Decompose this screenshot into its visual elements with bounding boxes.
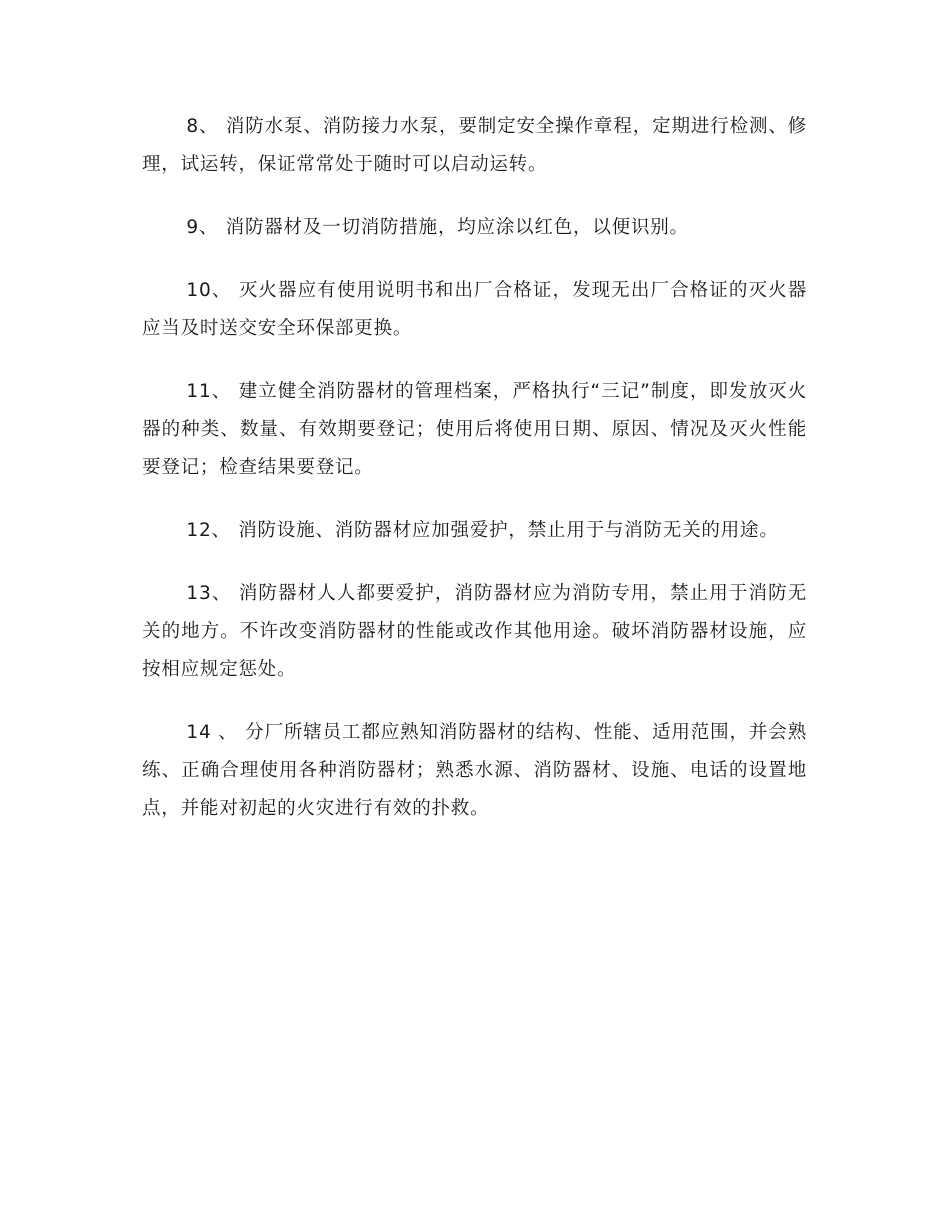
paragraph-number: 9、 [186, 217, 219, 238]
paragraph-text: 建立健全消防器材的管理档案，严格执行“三记”制度，即发放灭火器的种类、数量、有效期要登记；使用后将使用日期、原因、情况及灭火性能要登记；检查结果要登记。 [142, 381, 807, 478]
paragraph-number: 8、 [186, 116, 219, 137]
paragraph-item-10 [142, 272, 807, 348]
paragraph-item-11 [142, 373, 807, 487]
paragraph-text: 消防水泵、消防接力水泵，要制定安全操作章程，定期进行检测、修理，试运转，保证常常处于随时可以启动运转。 [142, 116, 807, 175]
paragraph-item-13 [142, 575, 807, 689]
paragraph-item-9 [142, 209, 807, 247]
paragraph-item-12 [142, 512, 807, 550]
paragraph-item-14 [142, 714, 807, 828]
paragraph-number: 12、 [186, 520, 231, 541]
paragraph-item-8 [142, 108, 807, 184]
paragraph-text: 灭火器应有使用说明书和出厂合格证，发现无出厂合格证的灭火器应当及时送交安全环保部更换。 [142, 280, 807, 339]
paragraph-number: 13、 [186, 583, 232, 604]
paragraph-number: 10、 [186, 280, 232, 301]
paragraph-text: 消防器材及一切消防措施，均应涂以红色，以便识别。 [225, 217, 689, 238]
paragraph-text: 消防设施、消防器材应加强爱护，禁止用于与消防无关的用途。 [238, 520, 779, 541]
paragraph-number: 11、 [186, 381, 232, 402]
document-body [142, 108, 807, 853]
paragraph-text: 分厂所辖员工都应熟知消防器材的结构、性能、适用范围，并会熟练、正确合理使用各种消防器材；熟悉水源、消防器材、设施、电话的设置地点，并能对初起的火灾进行有效的扑救。 [142, 722, 807, 819]
paragraph-number: 14 、 [186, 722, 238, 743]
paragraph-text: 消防器材人人都要爱护，消防器材应为消防专用，禁止用于消防无关的地方。不许改变消防器材的性能或改作其他用途。破坏消防器材设施，应按相应规定惩处。 [142, 583, 807, 680]
